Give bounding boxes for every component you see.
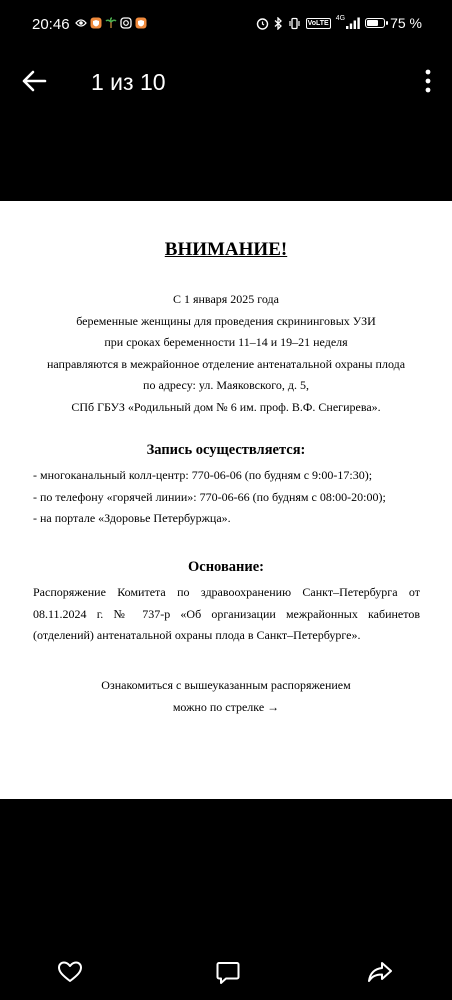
share-button[interactable] [366,958,394,986]
footer-line: Ознакомиться с вышеуказанным распоряжением [101,678,351,692]
intro-line: беременные женщины для проведения скрининговых УЗИ [76,313,376,328]
comment-button[interactable] [214,958,242,986]
bluetooth-icon [274,17,283,30]
intro-line: С 1 января 2025 года [172,292,279,306]
back-button[interactable] [18,64,52,98]
list-item: - на портале «Здоровье Петербуржца». [33,511,231,525]
heart-icon [56,958,84,986]
eye-icon [75,17,87,29]
page-counter: 1 из 10 [91,69,166,95]
palm-tree-icon [105,17,117,29]
shield-app-icon [135,17,147,29]
intro-line: по адресу: ул. Маяковского, д. 5, [143,378,309,392]
network-type: 4G [335,14,346,22]
basis-text [33,582,420,647]
basis-heading: Основание: [187,559,264,575]
viewer-app-bar [0,50,452,112]
comment-icon [214,958,242,986]
intro-text [0,289,452,418]
more-vert-icon [418,64,438,98]
instagram-icon [120,17,132,29]
volte-icon: VoLTE [307,19,329,27]
intro-line: при сроках беременности 11–14 и 19–21 неделя [104,335,348,349]
status-bar [0,0,452,50]
more-options-button[interactable] [418,64,438,98]
document-title: ВНИМАНИЕ! [164,239,288,260]
document-page[interactable] [0,201,452,799]
intro-line: СПб ГБУЗ «Родильный дом № 6 им. проф. В.Ф. Снегирева». [71,399,381,414]
status-time: 20:46 [32,16,70,33]
battery-percent: 75 % [390,15,422,31]
vibrate-icon [288,17,301,30]
share-icon [366,958,394,986]
list-item: - по телефону «горячей линии»: 770-06-66 (по будням с 08:00-20:00); [33,489,386,504]
notification-icons [75,17,147,29]
basis-line: 08.11.2024 г. № 737-р «Об организации межрайонных кабинетов [33,606,420,621]
intro-line: направляются в межрайонное отделение антенатальной охраны плода [46,356,406,371]
signup-list [33,465,386,530]
arrow-left-icon [18,64,52,98]
battery-icon [365,18,385,28]
footer-note [0,675,452,718]
like-button[interactable] [56,958,84,986]
list-item: - многоканальный колл-центр: 770-06-06 (по будням с 9:00-17:30); [33,468,373,482]
signal-icon [346,17,360,29]
shield-app-icon [90,17,102,29]
basis-line: Распоряжение Комитета по здравоохранению Санкт–Петербурга от [33,585,420,599]
footer-line: можно по стрелке → [172,699,280,714]
signup-heading: Запись осуществляется: [146,442,306,458]
basis-line: (отделений) антенатальной охраны плода в Санкт–Петербурге». [33,628,361,642]
system-icons [256,15,422,31]
alarm-icon [256,17,269,30]
bottom-action-bar [0,950,452,995]
